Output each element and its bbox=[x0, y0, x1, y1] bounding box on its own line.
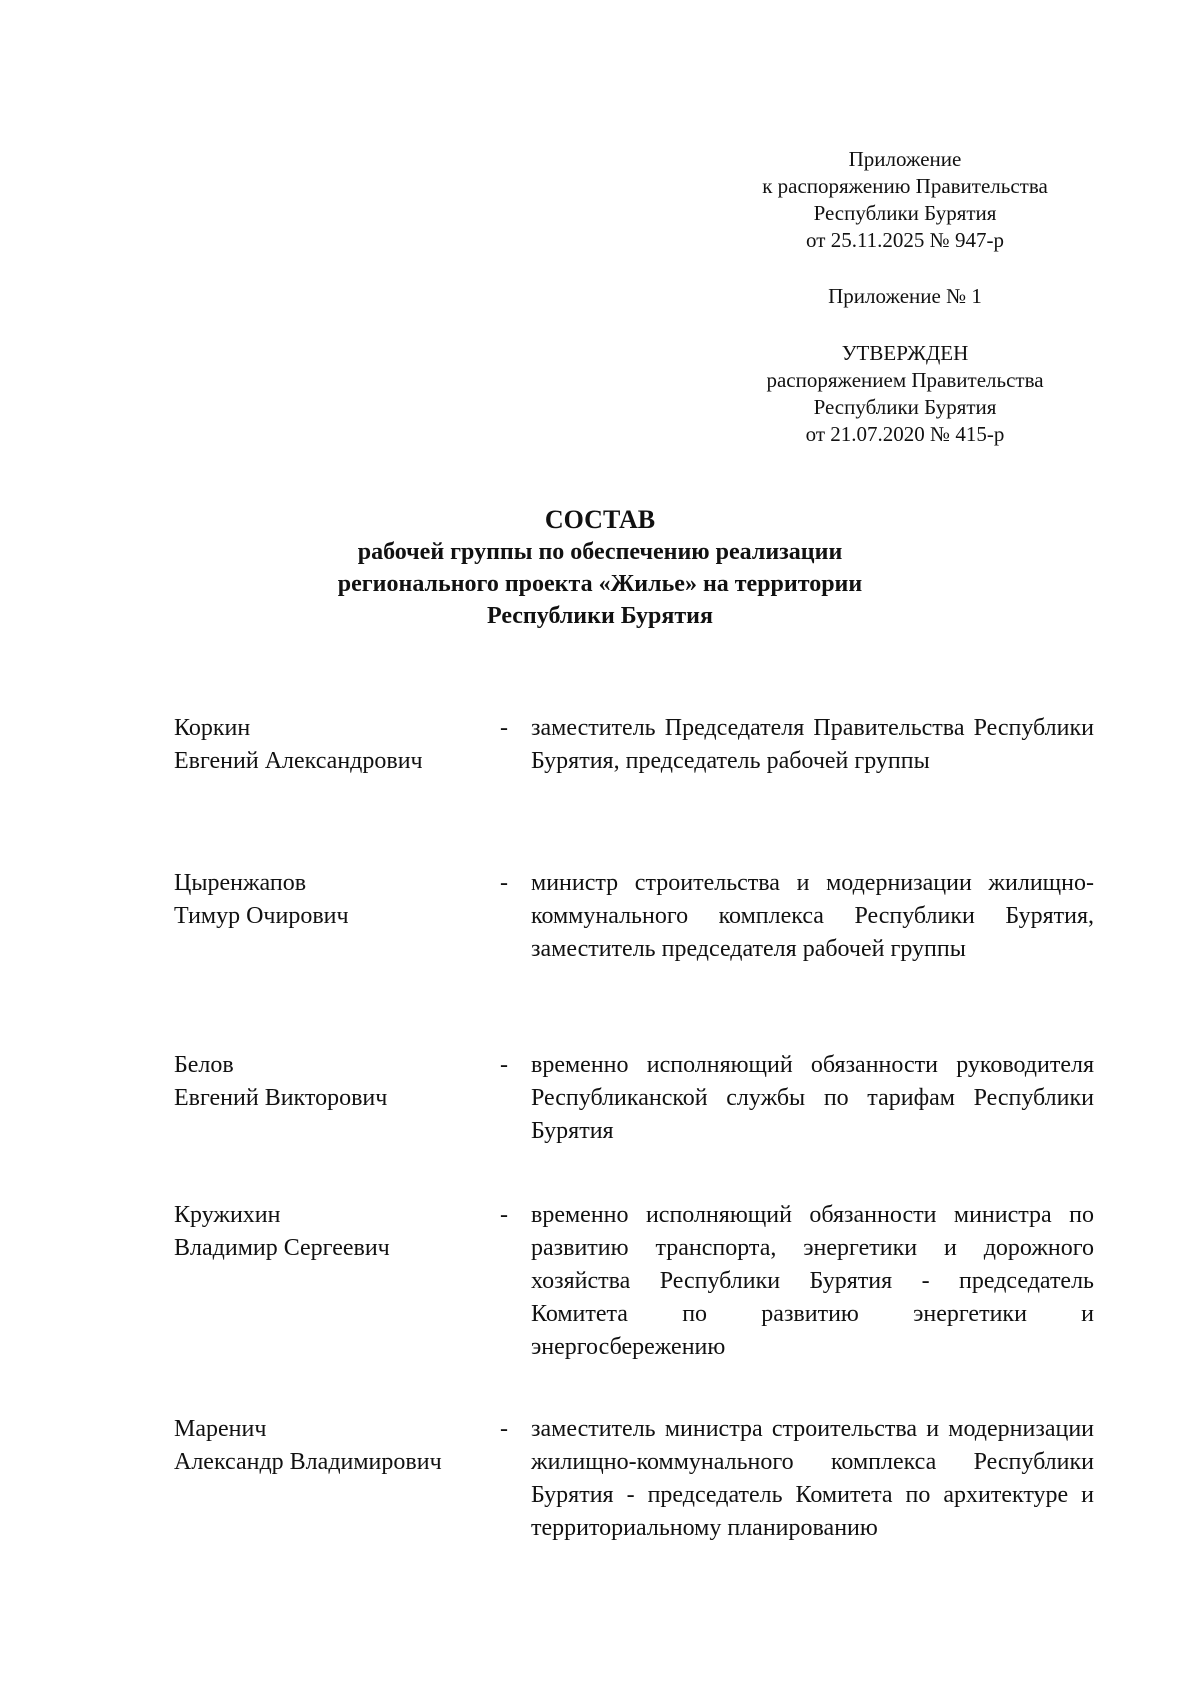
member-surname: Маренич bbox=[174, 1416, 267, 1442]
annex-header bbox=[700, 146, 1110, 254]
member-name bbox=[174, 1049, 494, 1115]
member-surname: Кружихин bbox=[174, 1202, 281, 1228]
member-given-names: Владимир Сергеевич bbox=[174, 1235, 390, 1261]
member-entry bbox=[174, 712, 1094, 832]
approved-date-number: от 21.07.2020 № 415-р bbox=[805, 422, 1005, 446]
member-given-names: Александр Владимирович bbox=[174, 1449, 442, 1475]
annex-label: Приложение bbox=[848, 147, 962, 171]
annex-date-number: от 25.11.2025 № 947-р bbox=[806, 228, 1004, 252]
approval-stamp bbox=[700, 340, 1110, 448]
title-main: СОСТАВ bbox=[544, 505, 656, 534]
member-role: министр строительства и модернизации жилищно-коммунального комплекса Республики Бурятия, заместитель председателя рабочей группы bbox=[531, 870, 1094, 962]
member-name bbox=[174, 712, 494, 778]
member-entry bbox=[174, 1199, 1094, 1360]
member-role: заместитель министра строительства и модернизации жилищно-коммунального комплекса Республики Бурятия - председатель Комитета по архитектуре и территориальному планированию bbox=[531, 1416, 1094, 1541]
member-name bbox=[174, 1199, 494, 1265]
member-dash: - bbox=[500, 870, 508, 896]
member-name bbox=[174, 1413, 494, 1479]
member-dash: - bbox=[500, 1416, 508, 1442]
member-dash: - bbox=[500, 1202, 508, 1228]
member-name bbox=[174, 867, 494, 933]
member-surname: Цыренжапов bbox=[174, 870, 307, 896]
approved-label: УТВЕРЖДЕН bbox=[841, 341, 969, 365]
title-line-1: рабочей группы по обеспечению реализации bbox=[357, 539, 843, 565]
annex-number-block bbox=[700, 283, 1110, 310]
annex-region: Республики Бурятия bbox=[813, 201, 997, 225]
member-given-names: Евгений Александрович bbox=[174, 748, 423, 774]
document-title bbox=[0, 504, 1200, 632]
title-line-3: Республики Бурятия bbox=[486, 603, 713, 629]
member-given-names: Евгений Викторович bbox=[174, 1085, 388, 1111]
member-entry bbox=[174, 1049, 1094, 1169]
title-line-2: регионального проекта «Жилье» на территории bbox=[337, 571, 863, 597]
member-surname: Белов bbox=[174, 1052, 234, 1078]
annex-reference: к распоряжению Правительства bbox=[762, 174, 1048, 198]
member-role: заместитель Председателя Правительства Республики Бурятия, председатель рабочей группы bbox=[531, 715, 1094, 774]
member-surname: Коркин bbox=[174, 715, 251, 741]
member-role: временно исполняющий обязанности руководителя Республиканской службы по тарифам Республики Бурятия bbox=[531, 1052, 1094, 1144]
member-given-names: Тимур Очирович bbox=[174, 903, 349, 929]
member-dash: - bbox=[500, 715, 508, 741]
member-entry bbox=[174, 1413, 1094, 1541]
approved-region: Республики Бурятия bbox=[813, 395, 997, 419]
member-entry bbox=[174, 867, 1094, 987]
member-role: временно исполняющий обязанности министра по развитию транспорта, энергетики и дорожного хозяйства Республики Бурятия - председатель Комитета по развитию энергетики и энергосбережению bbox=[531, 1202, 1094, 1360]
approved-by: распоряжением Правительства bbox=[766, 368, 1044, 392]
annex-number: Приложение № 1 bbox=[828, 284, 982, 308]
member-dash: - bbox=[500, 1052, 508, 1078]
